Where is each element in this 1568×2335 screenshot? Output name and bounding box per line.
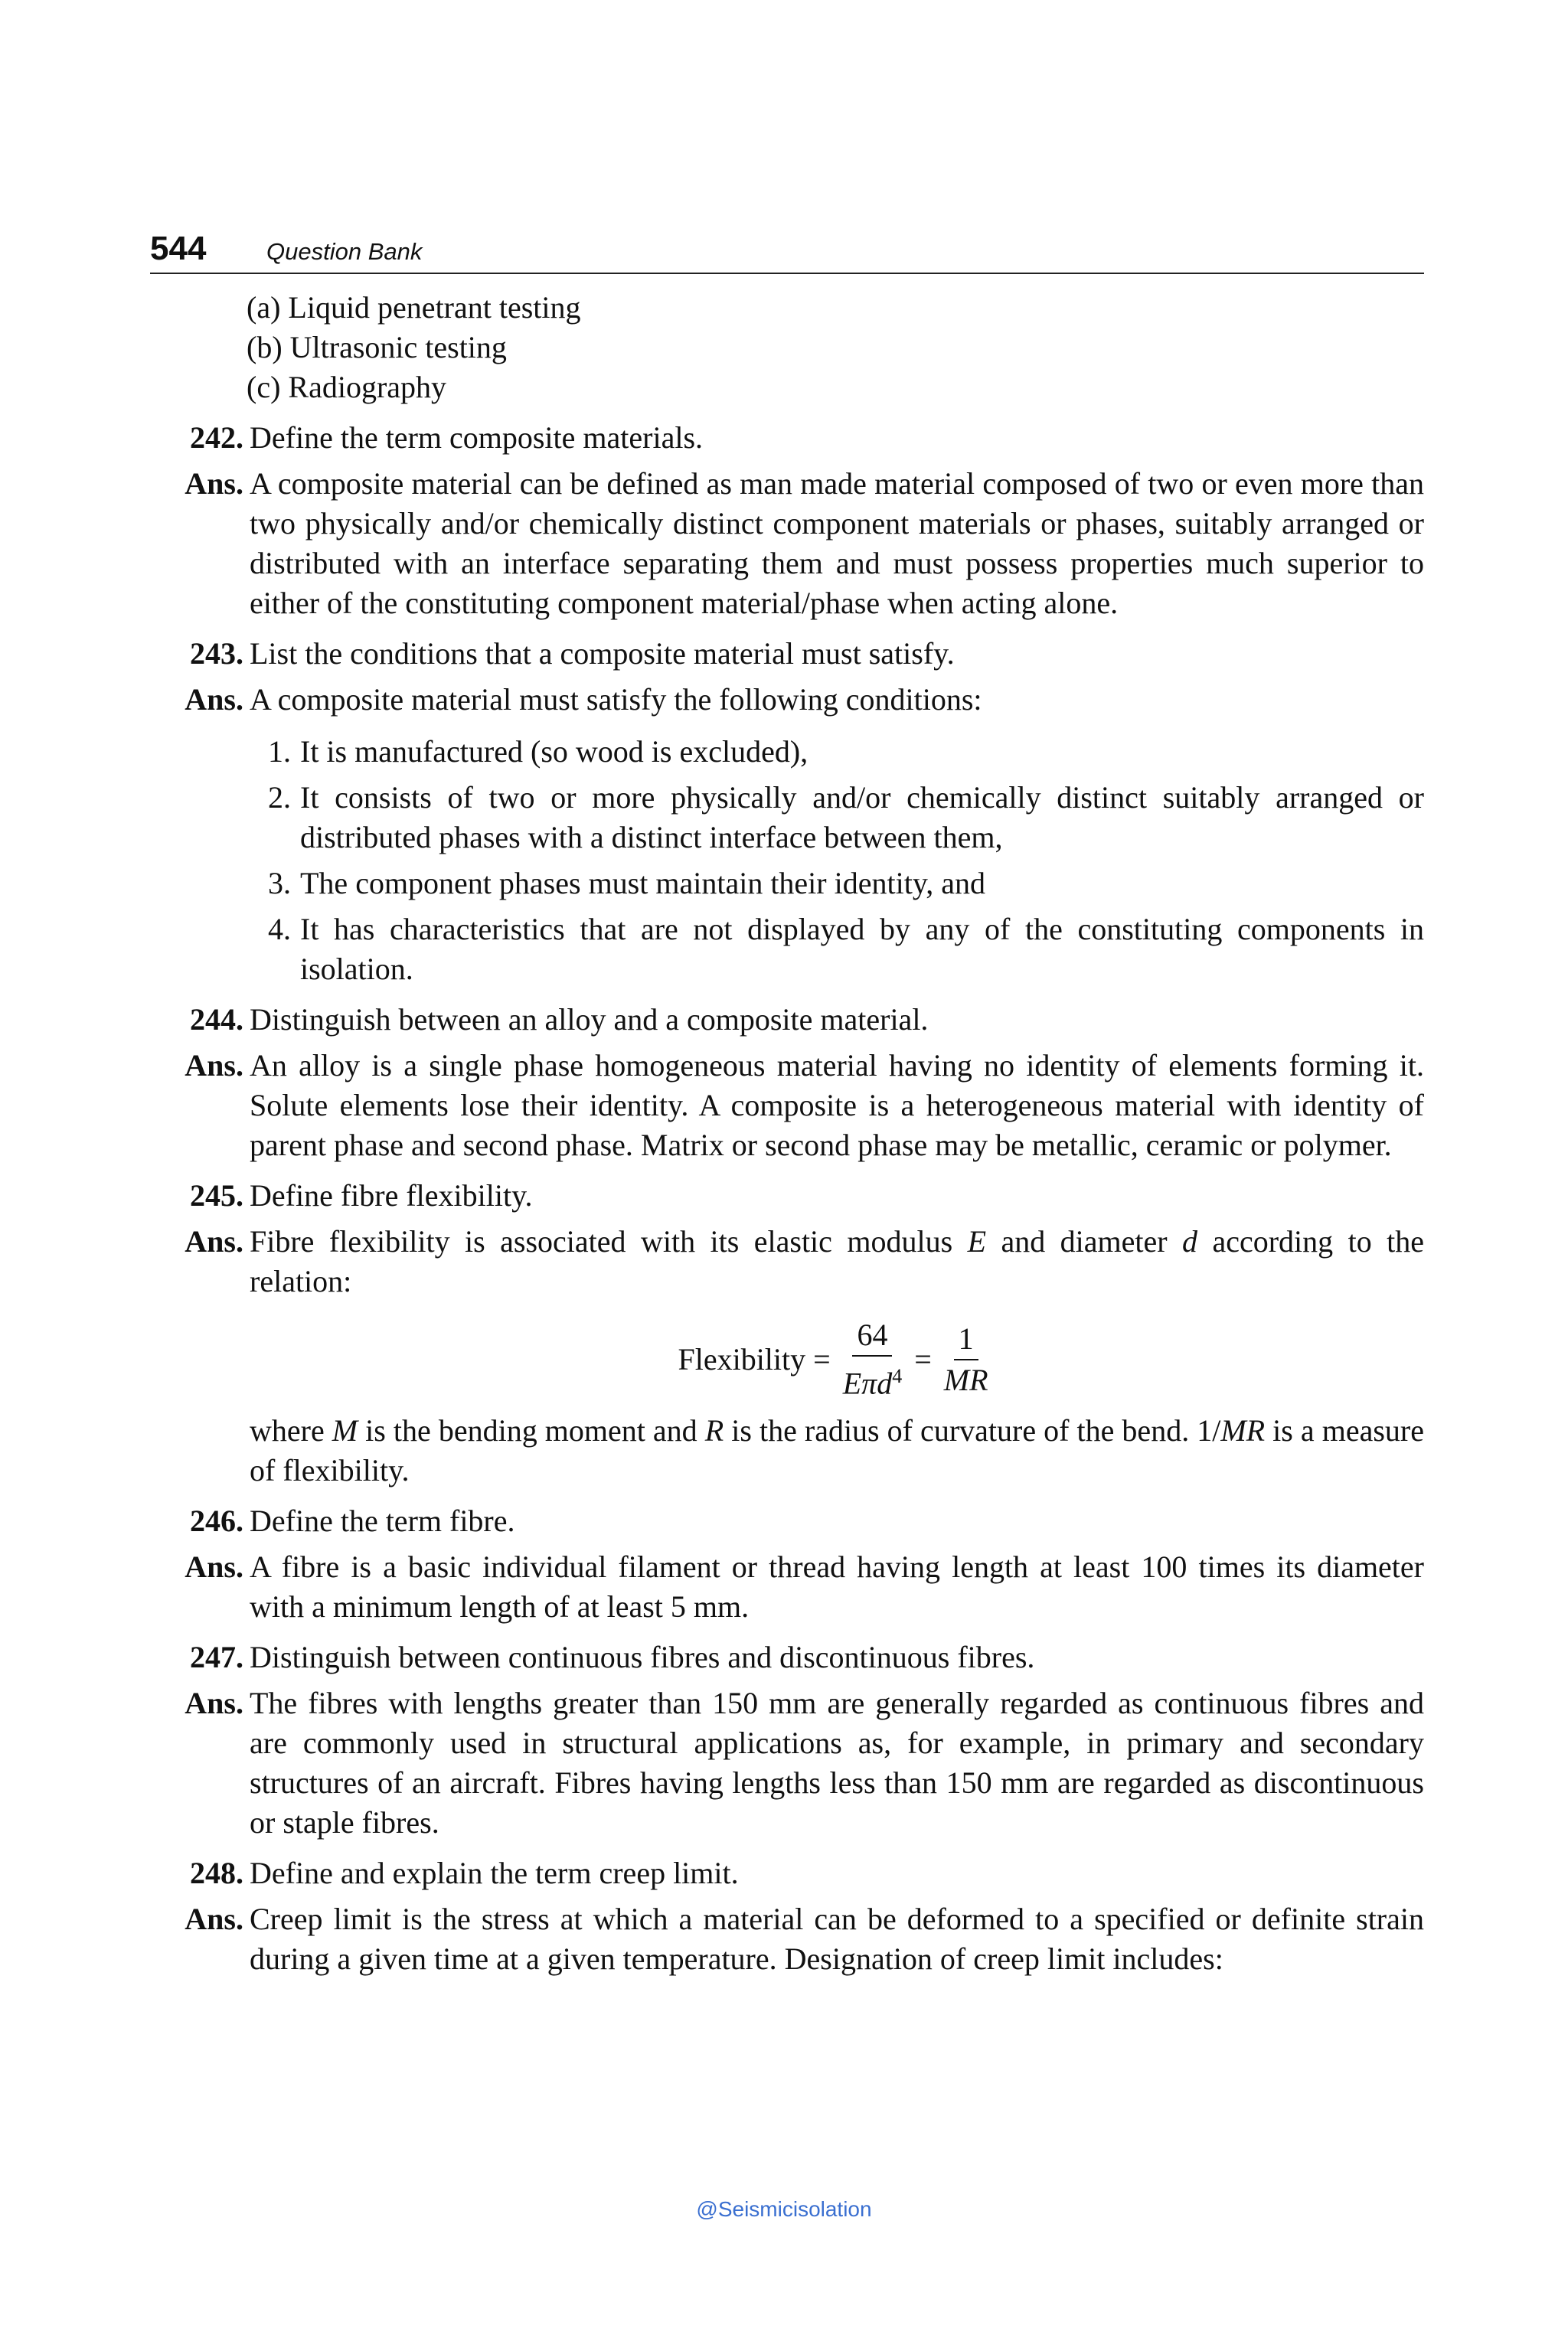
answer-label: Ans. <box>185 1686 243 1721</box>
list-item-text: The component phases must maintain their identity, and <box>300 866 985 900</box>
option-item: (a) Liquid penetrant testing <box>247 290 581 325</box>
answer-text: A fibre is a basic individual filament or thread having length at least 100 times its diameter with a minimum length of at least 5 mm. <box>250 1550 1424 1625</box>
list-item <box>247 732 1424 772</box>
fraction-denominator <box>843 1357 902 1400</box>
list-item-number: 1. <box>268 734 291 769</box>
formula-equals: = <box>813 1341 831 1377</box>
answer-text <box>247 1411 1424 1491</box>
list-item-text: It consists of two or more physically and/or chemically distinct suitably arranged or distributed phases with a distinct interface between them, <box>300 780 1424 854</box>
question-number: 242. <box>190 420 243 455</box>
answer-text-part: is the bending moment and <box>358 1413 705 1448</box>
fraction-numerator: 64 <box>852 1318 892 1357</box>
question-245 <box>150 1176 1424 1216</box>
question-247 <box>150 1638 1424 1677</box>
list-item <box>247 864 1424 903</box>
answer-text: Creep limit is the stress at which a material can be deformed to a specified or definite strain during a given time at a given temperature. Designation of creep limit includes: <box>250 1902 1424 1977</box>
answer-text-part: is a measure of flexibility. <box>250 1413 1424 1488</box>
answer-label: Ans. <box>185 1902 243 1937</box>
question-text: Distinguish between an alloy and a composite material. <box>250 1002 929 1037</box>
question-number: 246. <box>190 1504 243 1539</box>
option-list <box>150 288 1424 407</box>
running-head: Question Bank <box>266 238 423 265</box>
question-text: List the conditions that a composite material must satisfy. <box>250 636 955 671</box>
list-item <box>247 778 1424 857</box>
conditions-list <box>247 732 1424 989</box>
page-header <box>150 230 1424 274</box>
formula-fraction-1 <box>843 1318 902 1400</box>
question-246 <box>150 1501 1424 1541</box>
denominator-exponent: 4 <box>892 1365 903 1387</box>
answer-248 <box>150 1899 1424 1979</box>
question-number: 245. <box>190 1178 243 1213</box>
list-item-text: It is manufactured (so wood is excluded), <box>300 734 808 769</box>
answer-246 <box>150 1547 1424 1627</box>
variable-r: R <box>704 1413 724 1448</box>
document-body <box>150 288 1424 1979</box>
answer-text-part: Fibre flexibility is associated with its elastic modulus <box>250 1224 968 1259</box>
list-item-number: 4. <box>268 912 291 946</box>
question-text: Define the term fibre. <box>250 1504 515 1539</box>
formula-lhs: Flexibility <box>678 1341 806 1377</box>
question-text: Define the term composite materials. <box>250 420 704 455</box>
question-text: Define and explain the term creep limit. <box>250 1856 739 1891</box>
answer-245-continued <box>150 1411 1424 1491</box>
answer-245 <box>150 1222 1424 1301</box>
answer-text-part: and diameter <box>986 1224 1183 1259</box>
question-text: Distinguish between continuous fibres and discontinuous fibres. <box>250 1640 1035 1675</box>
answer-243 <box>150 680 1424 720</box>
flexibility-formula <box>247 1318 1424 1400</box>
list-item-number: 3. <box>268 866 291 900</box>
question-243 <box>150 634 1424 674</box>
watermark: @Seismicisolation <box>696 2197 872 2221</box>
answer-text <box>247 1222 1424 1301</box>
question-number: 243. <box>190 636 243 671</box>
page-number: 544 <box>150 230 207 267</box>
answer-label: Ans. <box>185 682 243 717</box>
question-text: Define fibre flexibility. <box>250 1178 533 1213</box>
formula-equals: = <box>914 1341 932 1377</box>
answer-text-part: is the radius of curvature of the bend. 1/ <box>724 1413 1221 1448</box>
answer-244 <box>150 1046 1424 1165</box>
list-item-text: It has characteristics that are not displayed by any of the constituting components in isolation. <box>300 912 1424 986</box>
question-number: 244. <box>190 1002 243 1037</box>
fraction-denominator: MR <box>943 1362 988 1397</box>
answer-text: An alloy is a single phase homogeneous material having no identity of elements forming it. Solute elements lose their identity. A composite is a heterogeneous material with identity of parent phase and second phase. Matrix or second phase may be metallic, ceramic or polymer. <box>250 1048 1424 1162</box>
variable-m: M <box>332 1413 358 1448</box>
page-content <box>150 230 1424 1979</box>
fraction-numerator: 1 <box>954 1322 978 1360</box>
answer-text: A composite material can be defined as man made material composed of two or even more than two physically and/or chemically distinct component materials or phases, suitably arranged or distributed with an interface separating them and must possess properties much superior to either of the constituting component material/phase when acting alone. <box>250 466 1424 620</box>
question-number: 248. <box>190 1856 243 1891</box>
question-248 <box>150 1853 1424 1893</box>
answer-text: A composite material must satisfy the following conditions: <box>250 682 982 717</box>
answer-text-part: where <box>250 1413 332 1448</box>
list-item <box>247 910 1424 989</box>
answer-label: Ans. <box>185 1048 243 1083</box>
formula-fraction-2 <box>944 1322 988 1397</box>
answer-text: The fibres with lengths greater than 150 mm are generally regarded as continuous fibres and are commonly used in structural applications as, for example, in primary and secondary structures of an aircraft. Fibres having lengths less than 150 mm are regarded as discontinuous or staple fibres. <box>250 1686 1424 1840</box>
variable-e: E <box>967 1224 987 1259</box>
answer-242 <box>150 464 1424 623</box>
answer-label: Ans. <box>185 1550 243 1585</box>
question-242 <box>150 418 1424 458</box>
list-item-number: 2. <box>268 780 291 815</box>
answer-label: Ans. <box>185 466 243 501</box>
answer-247 <box>150 1683 1424 1843</box>
answer-text-part: according to the relation: <box>250 1224 1424 1298</box>
answer-label: Ans. <box>185 1224 243 1259</box>
option-item: (c) Radiography <box>247 370 447 404</box>
variable-mr: MR <box>1220 1413 1266 1448</box>
question-number: 247. <box>190 1640 243 1675</box>
question-244 <box>150 1000 1424 1040</box>
variable-d: d <box>1182 1224 1198 1259</box>
option-item: (b) Ultrasonic testing <box>247 330 507 364</box>
denominator-text: Eπd <box>842 1366 893 1401</box>
